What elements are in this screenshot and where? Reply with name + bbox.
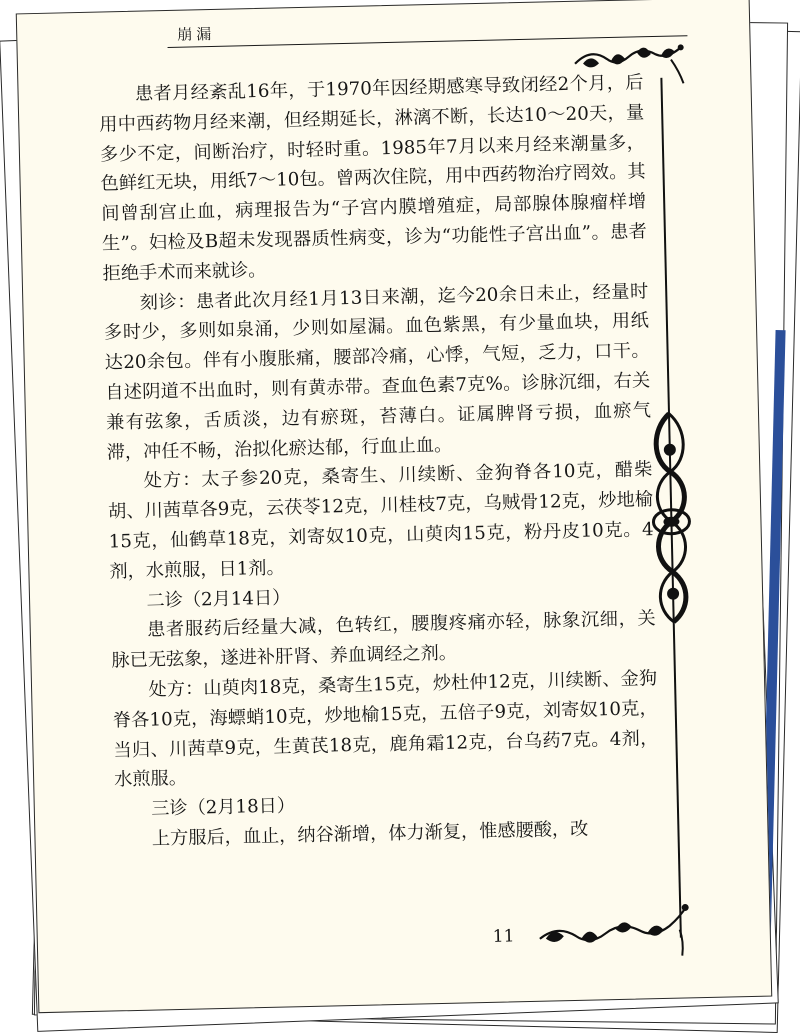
paragraph-prescription-2: 处方：山萸肉18克，桑寄生15克，炒杜仲12克，川续断、金狗脊各10克，海螵蛸10克，炒地榆15克，五倍子9克，刘寄奴10克，当归、川茜草9克，生黄芪18克，鹿角霜12克，台乌药7克。4剂，水煎服。 (112, 668, 659, 791)
corner-flourish-ornament (535, 899, 696, 963)
paragraph-second-visit: 患者服药后经量大减，色转红，腰腹疼痛亦轻，脉象沉细，关脉已无弦象，遂进补肝肾、养血调经之剂。 (111, 608, 656, 672)
paragraph-current-exam: 刻诊：患者此次月经1月13日来潮，迄今20余日未止，经量时多时少，多则如泉涌，少则如屋漏。血色紫黑，有少量血块，用纸达20余包。伴有小腹胀痛，腰部冷痛，心悸，气短，乏力，口干。自述阴道不出血时，则有黄赤带。查血色素7克%。诊脉沉细，右关兼有弦象，舌质淡，边有瘀斑，苔薄白。证属脾肾亏损，血瘀气滞，冲任不畅，治拟化瘀达郁，行血止血。 (103, 280, 652, 464)
section-heading-third-visit: 三诊（2月18日） (150, 795, 296, 820)
running-header: 崩漏 (177, 24, 216, 44)
page-number: 11 (492, 926, 515, 947)
paragraph-third-visit: 上方服后，血止，纳谷渐增，体力渐复，惟感腰酸，改 (151, 818, 589, 850)
paragraph-prescription-1: 处方：太子参20克，桑寄生、川续断、金狗脊各10克，醋柴胡、川茜草各9克，云茯苓12克，川桂枝7克，乌贼骨12克，炒地榆15克，仙鹤草18克，刘寄奴10克，山萸肉15克，粉丹皮10克。4剂，水煎服，日1剂。 (107, 459, 654, 583)
body-text (98, 68, 660, 855)
book-page (16, 0, 772, 1013)
paragraph-history: 患者月经紊乱16年，于1970年因经期感寒导致闭经2个月，后用中西药物月经来潮，但经期延长，淋漓不断，长达10～20天，量多少不定，间断治疗，时轻时重。1985年7月以来月经来潮量多，色鲜红无块，用纸7～10包。曾两次住院，用中西药物治疗罔效。其间曾刮宫止血，病理报告为“子宫内膜增殖症，局部腺体腺瘤样增生”。妇检及B超未发现器质性病变，诊为“功能性子宫出血”。患者拒绝手术而来就诊。 (99, 72, 648, 285)
section-heading-second-visit: 二诊（2月14日） (146, 586, 291, 612)
